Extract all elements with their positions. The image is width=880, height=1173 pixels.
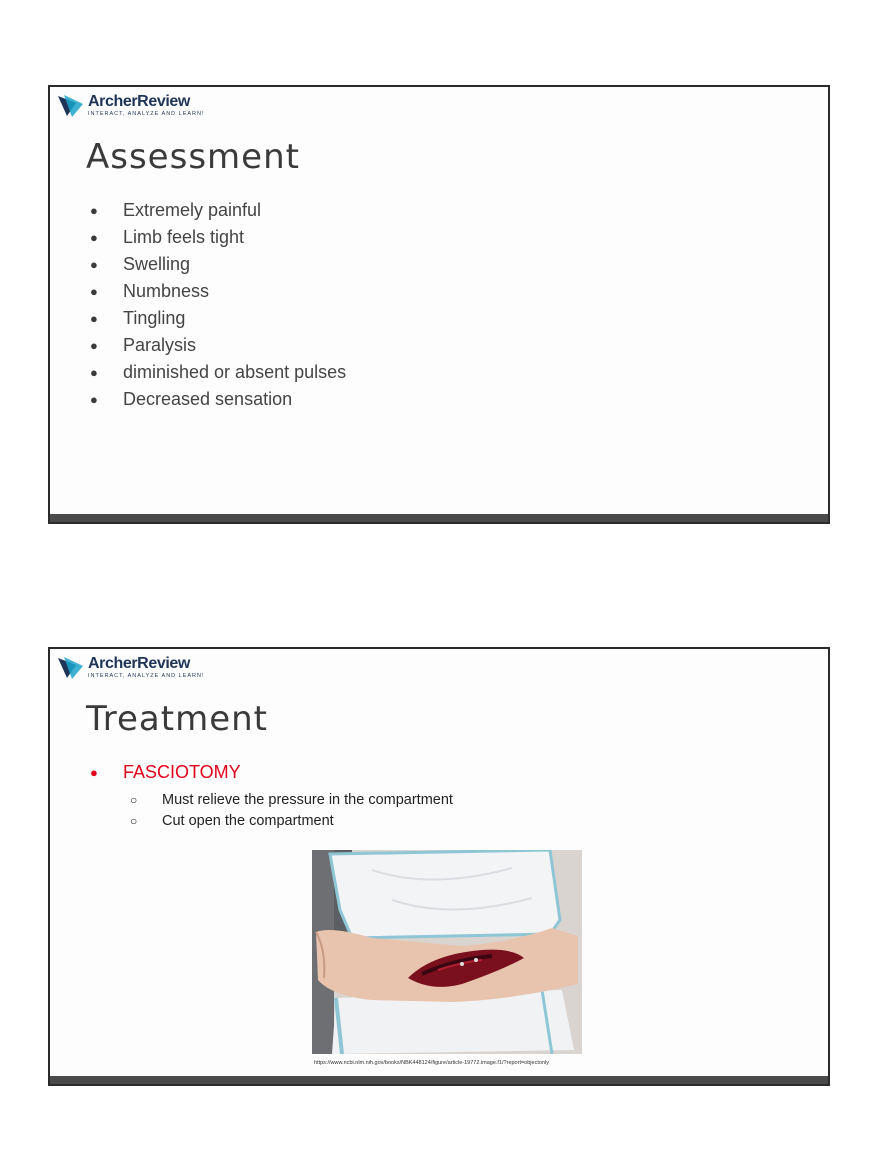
sub-list <box>123 790 453 832</box>
brand-name: ArcherReview <box>88 93 190 111</box>
list-item: ● Paralysis <box>90 332 346 359</box>
slide-assessment <box>48 85 830 524</box>
slide-title: Assessment <box>86 137 300 177</box>
brand-tagline: INTERACT, ANALYZE AND LEARN! <box>88 673 205 680</box>
list-item: ● Limb feels tight <box>90 224 346 251</box>
list-item: ● Decreased sensation <box>90 386 346 413</box>
fasciotomy-photo <box>312 850 582 1054</box>
list-item: ● Numbness <box>90 278 346 305</box>
brand-tagline: INTERACT, ANALYZE AND LEARN! <box>88 111 205 118</box>
treatment-list <box>90 759 453 832</box>
archer-logo-icon <box>56 655 84 681</box>
list-item: ● Tingling <box>90 305 346 332</box>
brand-name: ArcherReview <box>88 655 190 673</box>
slide-treatment <box>48 647 830 1086</box>
slide-footer-bar <box>50 514 828 522</box>
list-item: ● Extremely painful <box>90 197 346 224</box>
archer-logo-icon <box>56 93 84 119</box>
slide-footer-bar <box>50 1076 828 1084</box>
list-item-fasciotomy <box>90 759 453 832</box>
assessment-list <box>90 197 346 413</box>
archer-review-logo <box>56 655 205 681</box>
sub-list-item: ○ Cut open the compartment <box>123 811 453 832</box>
slide-title: Treatment <box>86 699 269 739</box>
archer-review-logo <box>56 93 205 119</box>
fasciotomy-image <box>312 850 582 1054</box>
list-item: ● diminished or absent pulses <box>90 359 346 386</box>
sub-list-item: ○ Must relieve the pressure in the compartment <box>123 790 453 811</box>
fasciotomy-label: FASCIOTOMY <box>123 762 241 782</box>
list-item: ● Swelling <box>90 251 346 278</box>
image-source-caption: https://www.ncbi.nlm.nih.gov/books/NBK448124/figure/article-19772.image.f1/?report=objectonly <box>314 1060 549 1066</box>
